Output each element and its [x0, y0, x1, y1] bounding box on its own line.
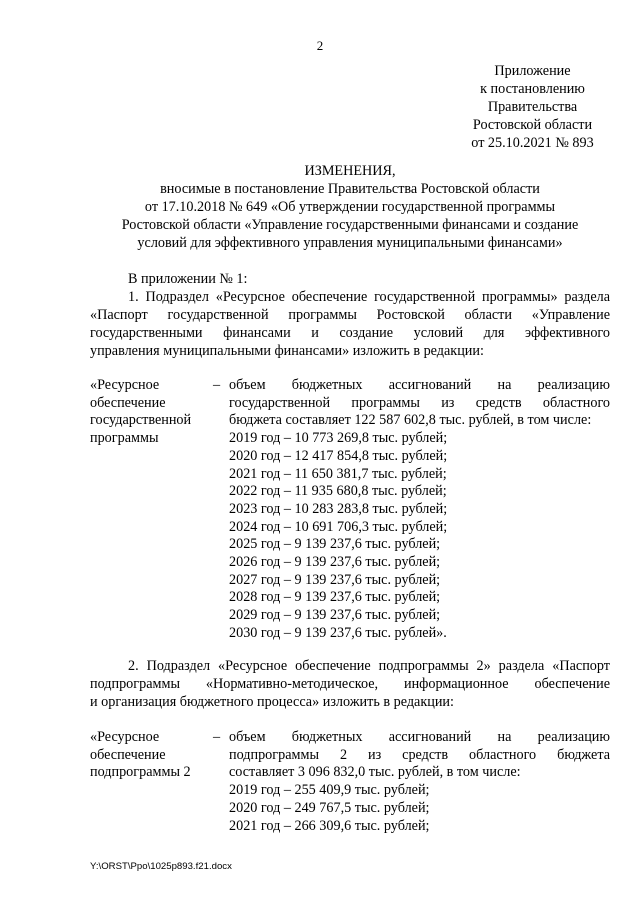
- block-1-label-line: программы: [90, 429, 159, 446]
- appendix-line: Правительства: [487, 99, 578, 115]
- year-line: 2028 год – 9 139 237,6 тыс. рублей;: [229, 589, 441, 606]
- item-1-line: государственными финансами и создание условий для эффективного: [90, 324, 610, 341]
- block-2-label-line: подпрограммы 2: [90, 764, 191, 781]
- block-1-label-line: государственной: [90, 412, 192, 429]
- year-line: 2026 год – 9 139 237,6 тыс. рублей;: [229, 554, 441, 571]
- block-2-summary-line: объем бюджетных ассигнований на реализацию: [229, 729, 610, 745]
- block-2-label-line: «Ресурсное: [90, 729, 160, 745]
- item-1-line: управления муниципальными финансами» изложить в редакции:: [90, 342, 484, 359]
- intro-line: В приложении № 1:: [128, 271, 248, 287]
- block-2-dash: –: [213, 729, 221, 745]
- block-1-label-line: обеспечение: [90, 394, 166, 411]
- block-1-summary-line: бюджета составляет 122 587 602,8 тыс. рублей, в том числе:: [229, 412, 592, 429]
- item-2-line: подпрограммы «Нормативно-методическое, информационное обеспечение: [90, 675, 610, 692]
- block-2-summary-line: подпрограммы 2 из средств областного бюджета: [229, 746, 610, 763]
- year-line: 2030 год – 9 139 237,6 тыс. рублей».: [229, 624, 447, 641]
- document-title: [95, 162, 605, 252]
- block-2-summary-line: составляет 3 096 832,0 тыс. рублей, в том числе:: [229, 764, 521, 781]
- title-line: условий для эффективного управления муниципальными финансами»: [137, 235, 563, 251]
- year-line: 2021 год – 11 650 381,7 тыс. рублей;: [229, 465, 447, 482]
- block-2-label: [90, 729, 210, 782]
- appendix-header: [420, 62, 640, 152]
- year-line: 2019 год – 255 409,9 тыс. рублей;: [229, 782, 430, 799]
- block-1-summary-line: объем бюджетных ассигнований на реализацию: [229, 377, 610, 393]
- item-2-line: 2. Подраздел «Ресурсное обеспечение подпрограммы 2» раздела «Паспорт: [128, 658, 610, 674]
- year-line: 2020 год – 12 417 854,8 тыс. рублей;: [229, 447, 448, 464]
- file-path-footer: Y:\ORST\Ppo\1025p893.f21.docx: [90, 861, 232, 872]
- year-line: 2019 год – 10 773 269,8 тыс. рублей;: [229, 430, 448, 447]
- year-line: 2027 год – 9 139 237,6 тыс. рублей;: [229, 571, 441, 588]
- block-1-content: [229, 377, 610, 643]
- title-line: Ростовской области «Управление государственными финансами и создание: [121, 217, 579, 233]
- appendix-line: Приложение: [494, 63, 571, 79]
- block-1-summary-line: государственной программы из средств областного: [229, 394, 610, 411]
- year-line: 2029 год – 9 139 237,6 тыс. рублей;: [229, 607, 441, 624]
- title-line: от 17.10.2018 № 649 «Об утверждении государственной программы: [144, 199, 556, 215]
- page-number: 2: [316, 38, 324, 53]
- block-1-label: [90, 377, 210, 447]
- item-2-line: и организация бюджетного процесса» изложить в редакции:: [90, 693, 454, 710]
- block-1-label-line: «Ресурсное: [90, 377, 160, 393]
- year-line: 2024 год – 10 691 706,3 тыс. рублей;: [229, 518, 448, 535]
- year-line: 2023 год – 10 283 283,8 тыс. рублей;: [229, 500, 448, 517]
- block-2-label-line: обеспечение: [90, 746, 166, 763]
- year-line: 2021 год – 266 309,6 тыс. рублей;: [229, 817, 430, 834]
- year-line: 2025 год – 9 139 237,6 тыс. рублей;: [229, 536, 441, 553]
- appendix-line: Ростовской области: [472, 117, 593, 133]
- title-heading: ИЗМЕНЕНИЯ,: [304, 163, 396, 179]
- item-1-line: «Паспорт государственной программы Ростовской области «Управление: [90, 306, 610, 323]
- year-line: 2022 год – 11 935 680,8 тыс. рублей;: [229, 483, 447, 500]
- block-1-dash: –: [213, 377, 221, 393]
- appendix-line: от 25.10.2021 № 893: [471, 135, 594, 151]
- year-line: 2020 год – 249 767,5 тыс. рублей;: [229, 799, 430, 816]
- item-2-paragraph: [90, 658, 610, 712]
- title-line: вносимые в постановление Правительства Ростовской области: [160, 181, 540, 197]
- appendix-line: к постановлению: [480, 81, 585, 97]
- item-1-line: 1. Подраздел «Ресурсное обеспечение государственной программы» раздела: [128, 289, 610, 305]
- block-2-content: [229, 729, 610, 835]
- item-1-paragraph: [90, 289, 610, 361]
